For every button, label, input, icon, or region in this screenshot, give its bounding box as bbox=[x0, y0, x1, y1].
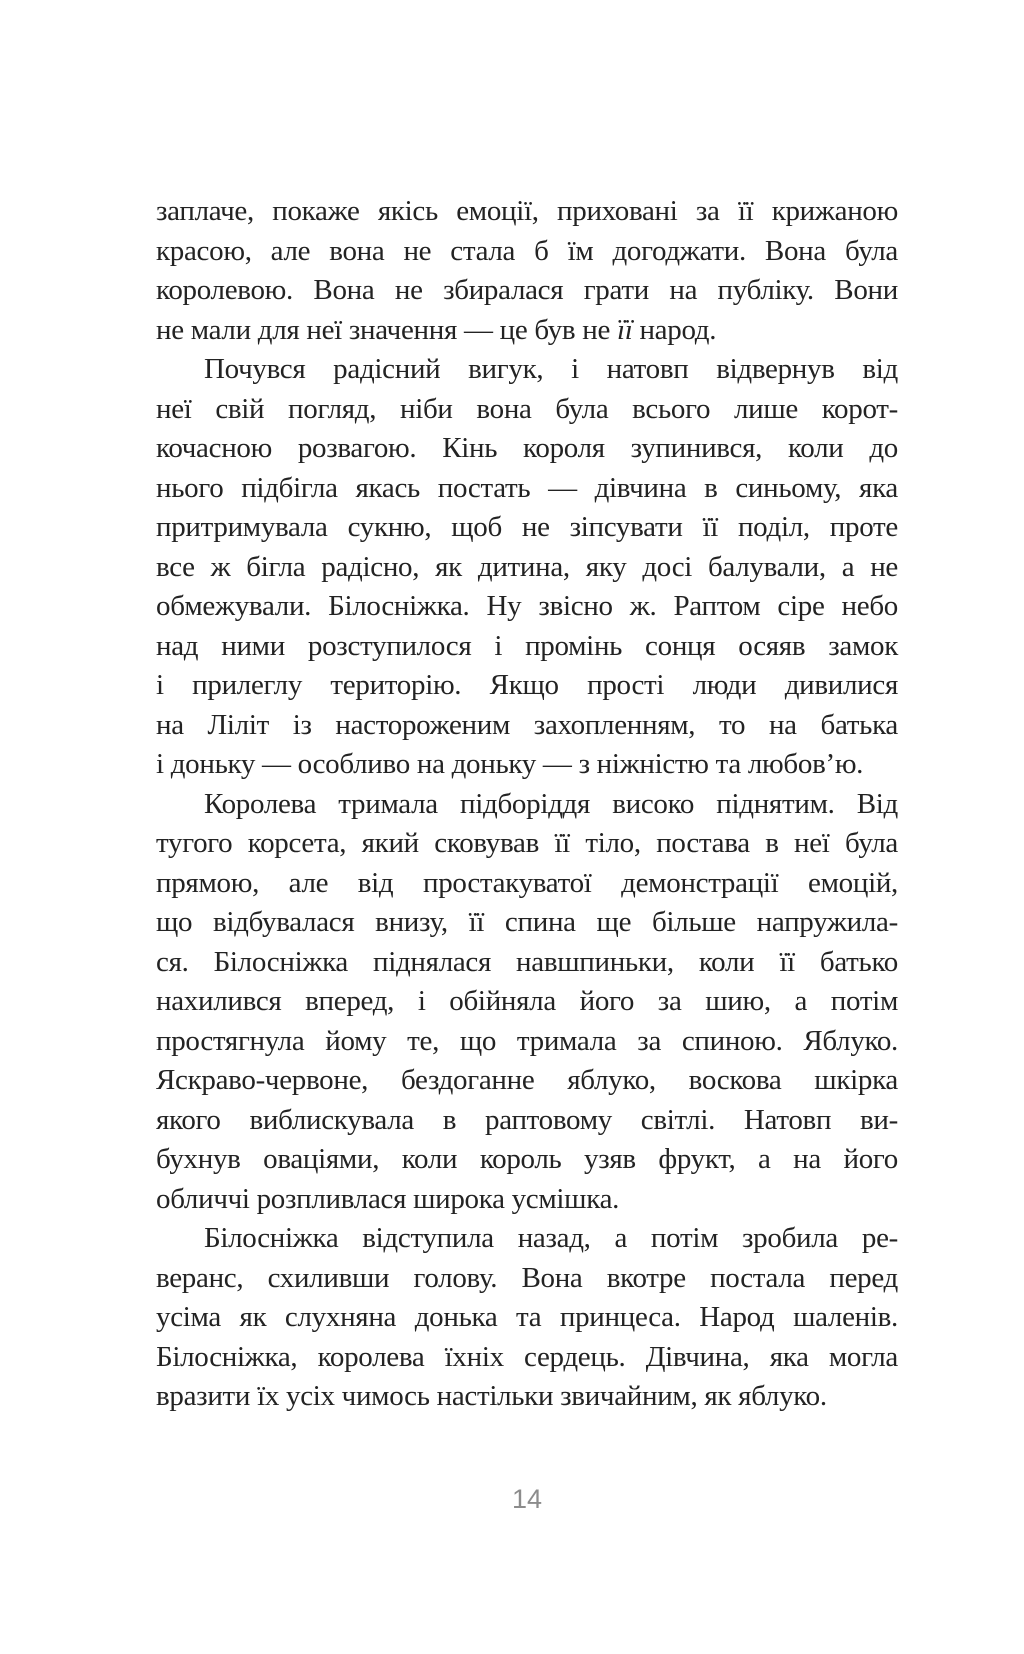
text-line bbox=[156, 429, 898, 469]
page-text bbox=[156, 192, 898, 1417]
text-line bbox=[156, 587, 898, 627]
text-segment: і доньку — особливо на доньку — з ніжністю та любов’ю. bbox=[156, 748, 864, 780]
text-line bbox=[156, 666, 898, 706]
text-segment: обмежували. Білосніжка. Ну звісно ж. Раптом сіре небо bbox=[156, 590, 898, 622]
text-line bbox=[156, 824, 898, 864]
text-segment: неї свій погляд, ніби вона була всього лише корот- bbox=[156, 392, 898, 425]
text-segment: ся. Білосніжка піднялася навшпиньки, коли її батько bbox=[156, 945, 898, 978]
text-segment: красою, але вона не стала б їм догоджати. Вона була bbox=[156, 234, 898, 267]
text-line bbox=[156, 390, 898, 430]
text-segment: народ. bbox=[632, 313, 717, 346]
text-segment: тугого корсета, який сковував її тіло, постава в неї була bbox=[156, 827, 898, 859]
text-line bbox=[156, 982, 898, 1022]
text-line bbox=[156, 1022, 898, 1062]
text-segment: Королева тримала підборіддя високо піднятим. Від bbox=[204, 787, 898, 820]
text-line bbox=[156, 350, 898, 390]
text-line bbox=[156, 1061, 898, 1101]
text-line bbox=[156, 943, 898, 983]
text-line bbox=[156, 548, 898, 588]
text-line bbox=[156, 1298, 898, 1338]
text-segment: нахилився вперед, і обійняла його за шию, а потім bbox=[156, 985, 898, 1017]
text-line bbox=[156, 1101, 898, 1141]
page-number: 14 bbox=[511, 1484, 543, 1514]
text-segment: обличчі розпливлася широка усмішка. bbox=[156, 1182, 620, 1215]
text-line bbox=[156, 864, 898, 904]
text-segment: і прилеглу територію. Якщо прості люди дивилися bbox=[156, 669, 898, 701]
text-segment: вразити їх усіх чимось настільки звичайним, як яблуко. bbox=[156, 1380, 827, 1412]
text-line bbox=[156, 1219, 898, 1259]
text-line bbox=[156, 706, 898, 746]
text-line bbox=[156, 192, 898, 232]
text-line bbox=[156, 1140, 898, 1180]
text-line bbox=[156, 311, 898, 351]
text-line bbox=[156, 232, 898, 272]
text-segment: над ними розступилося і промінь сонця осяяв замок bbox=[156, 629, 898, 662]
text-line bbox=[156, 627, 898, 667]
text-segment: якого виблискувала в раптовому світлі. Натовп ви- bbox=[156, 1103, 898, 1136]
text-segment: бухнув оваціями, коли король узяв фрукт, а на його bbox=[156, 1143, 898, 1175]
text-segment: нього підбігла якась постать — дівчина в синьому, яка bbox=[156, 471, 898, 504]
text-line bbox=[156, 1259, 898, 1299]
text-segment: що відбувалася внизу, її спина ще більше напружила- bbox=[156, 906, 898, 938]
text-line bbox=[156, 903, 898, 943]
text-segment: заплаче, покаже якісь емоції, приховані за її крижаною bbox=[156, 195, 898, 227]
text-segment: Білосніжка відступила назад, а потім зробила ре- bbox=[204, 1222, 898, 1254]
text-line bbox=[156, 469, 898, 509]
text-segment: простягнула йому те, що тримала за спиною. Яблуко. bbox=[156, 1024, 898, 1057]
text-segment: веранс, схиливши голову. Вона вкотре постала перед bbox=[156, 1261, 898, 1294]
text-segment: Почувся радісний вигук, і натовп відвернув від bbox=[204, 353, 898, 385]
text-segment: Яскраво-червоне, бездоганне яблуко, воскова шкірка bbox=[156, 1064, 898, 1096]
text-line bbox=[156, 785, 898, 825]
text-segment: все ж бігла радісно, як дитина, яку досі балували, а не bbox=[156, 550, 898, 583]
text-line bbox=[156, 1180, 898, 1220]
text-segment: усіма як слухняна донька та принцеса. Народ шаленів. bbox=[156, 1301, 898, 1333]
italic-text-segment: її bbox=[616, 313, 633, 346]
text-line bbox=[156, 1338, 898, 1378]
text-segment: не мали для неї значення — це був не bbox=[156, 313, 617, 346]
text-segment: королевою. Вона не збиралася грати на публіку. Вони bbox=[156, 274, 898, 306]
text-segment: на Ліліт із настороженим захопленням, то на батька bbox=[156, 708, 898, 741]
text-line bbox=[156, 508, 898, 548]
text-segment: притримувала сукню, щоб не зіпсувати її поділ, проте bbox=[156, 511, 898, 543]
text-line bbox=[156, 745, 898, 785]
text-line bbox=[156, 1377, 898, 1417]
text-segment: кочасною розвагою. Кінь короля зупинився, коли до bbox=[156, 432, 898, 464]
text-line bbox=[156, 271, 898, 311]
text-segment: Білосніжка, королева їхніх сердець. Дівчина, яка могла bbox=[156, 1340, 898, 1373]
text-segment: прямою, але від простакуватої демонстрації емоцій, bbox=[156, 866, 898, 899]
